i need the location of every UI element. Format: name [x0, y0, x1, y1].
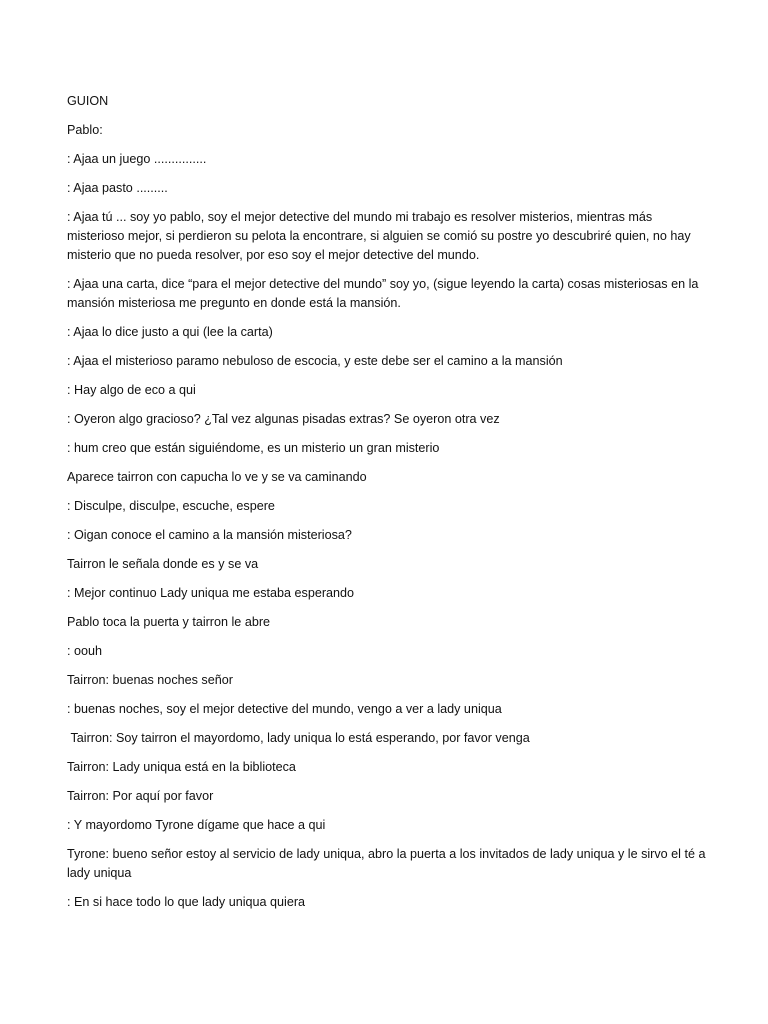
- stage-direction: Aparece tairron con capucha lo ve y se va caminando: [67, 470, 367, 484]
- stage-direction: Tairron le señala donde es y se va: [67, 557, 259, 571]
- script-line: : En si hace todo lo que lady uniqua quiera: [67, 895, 306, 909]
- script-text: [67, 92, 707, 922]
- script-line: Tyrone: bueno señor estoy al servicio de lady uniqua, abro la puerta a los invitados de lady uniqua y le sirvo el té a lady uniqua: [67, 847, 709, 880]
- script-line: Tairron: buenas noches señor: [67, 673, 233, 687]
- script-line: : hum creo que están siguiéndome, es un misterio un gran misterio: [67, 441, 440, 455]
- script-line: Tairron: Por aquí por favor: [67, 789, 214, 803]
- script-line: : Ajaa una carta, dice “para el mejor detective del mundo” soy yo, (sigue leyendo la carta) cosas misteriosas en la mansión misteriosa me pregunto en donde está la mansión.: [67, 277, 702, 310]
- stage-direction: Pablo toca la puerta y tairron le abre: [67, 615, 271, 629]
- script-line: : Ajaa un juego ...............: [67, 152, 207, 166]
- script-line: : buenas noches, soy el mejor detective del mundo, vengo a ver a lady uniqua: [67, 702, 502, 716]
- script-line: : oouh: [67, 644, 103, 658]
- script-line: : Y mayordomo Tyrone dígame que hace a qui: [67, 818, 326, 832]
- script-line: : Mejor continuo Lady uniqua me estaba esperando: [67, 586, 355, 600]
- script-line: : Oyeron algo gracioso? ¿Tal vez algunas pisadas extras? Se oyeron otra vez: [67, 412, 500, 426]
- script-line: : Hay algo de eco a qui: [67, 383, 196, 397]
- script-title: GUION: [67, 94, 109, 108]
- script-line: : Oigan conoce el camino a la mansión misteriosa?: [67, 528, 352, 542]
- script-line: Tairron: Lady uniqua está en la biblioteca: [67, 760, 296, 774]
- script-line: : Ajaa tú ... soy yo pablo, soy el mejor detective del mundo mi trabajo es resolver misterios, mientras más misterioso mejor, si perdieron su pelota la encontrare, si alguien se comió su postre yo descubriré quien, no hay misterio que no pueda resolver, por eso soy el mejor detective del mundo.: [67, 210, 695, 262]
- script-line: Pablo:: [67, 123, 103, 137]
- script-line: : Ajaa pasto .........: [67, 181, 168, 195]
- script-line: : Disculpe, disculpe, escuche, espere: [67, 499, 275, 513]
- script-line: Tairron: Soy tairron el mayordomo, lady uniqua lo está esperando, por favor venga: [67, 731, 530, 745]
- script-line: : Ajaa lo dice justo a qui (lee la carta): [67, 325, 273, 339]
- script-line: : Ajaa el misterioso paramo nebuloso de escocia, y este debe ser el camino a la mansión: [67, 354, 563, 368]
